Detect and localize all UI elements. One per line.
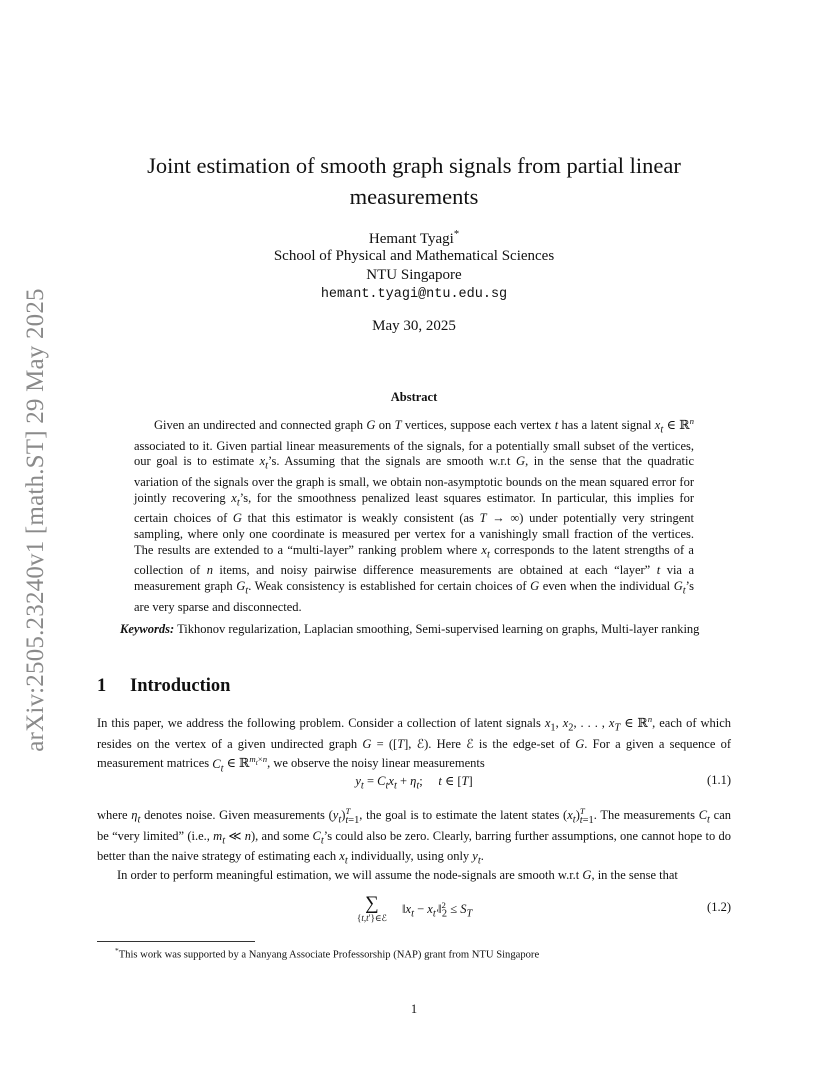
equation-1-2-number: (1.2) xyxy=(707,900,731,914)
equation-1-1-body: $y_t = C_tx_t + \eta_t$; t ∈ [T] xyxy=(355,774,473,792)
footnote-text: This work was supported by a Nanyang Associate Professorship (NAP) grant from NTU Singapore xyxy=(118,949,540,961)
equation-1-1 xyxy=(97,773,731,792)
author-footnote-mark: * xyxy=(453,229,460,240)
author-name: Hemant Tyagi xyxy=(368,231,454,247)
affiliation: School of Physical and Mathematical Sciences xyxy=(273,248,555,264)
section-title: Introduction xyxy=(130,676,231,696)
page-number: 1 xyxy=(410,1002,418,1016)
section-heading-introduction xyxy=(97,676,230,697)
equation-1-2-sum: ∑ {t,t′}∈ℰ xyxy=(356,893,387,923)
arxiv-sidebar-identifier xyxy=(8,240,64,800)
section-number: 1 xyxy=(97,676,107,696)
equation-1-1-number: (1.1) xyxy=(707,773,731,787)
footnote-mark: * xyxy=(115,946,119,955)
intro-paragraph-3: In order to perform meaningful estimation, we will assume the node-signals are smooth w.r.t G, in the sense that xyxy=(117,868,678,882)
arxiv-id-text: arXiv:2505.23240v1 [math.ST] 29 May 2025 xyxy=(22,288,49,752)
footnote xyxy=(115,946,539,961)
keywords-label: Keywords: xyxy=(120,622,175,636)
intro-paragraph-2: where $\eta_t$ denotes noise. Given measurements $(y_t)^T_{t=1}$, the goal is to estimate the latent states $(x_t)^T_{t=1}$. The measurements $C_t$ can be “very limited” (i.e., $m_t$ ≪ n), and some $C_t’s$ could also be zero. Clearly, barring further assumptions, one cannot hope to do better than the naive strategy of estimating each $x_t$ individually, using only $y_t$. xyxy=(97,806,731,867)
abstract-body: Given an undirected and connected graph G on T vertices, suppose each vertex t has a latent signal $x_t$ ∈ ℝ$^n$ associated to it. Given partial linear measurements of the signals, for a potentially small subset of the vertices, our goal is to estimate $x_t’s$. Assuming that the signals are smooth w.r.t G, in the sense that the quadratic variation of the signals over the graph is small, we obtain non-asymptotic bounds on the mean squared error for jointly recovering $x_t’s$, for the smoothness penalized least squares estimator. In particular, this implies for certain choices of G that this estimator is weakly consistent (as T → ∞) under potentially very stringent sampling, where only one coordinate is measured per vertex for a vanishingly small fraction of the vertices. The results are extended to a “multi-layer” ranking problem where $x_t$ corresponds to the latent strengths of a collection of n items, and noisy pairwise difference measurements are obtained at each “layer” t via a measurement graph $G_t$. Weak consistency is established for certain choices of G even when the individual $G_t’s$ are very sparse and disconnected. xyxy=(134,416,694,614)
author-line xyxy=(100,229,728,248)
abstract-heading: Abstract xyxy=(390,390,438,404)
keywords-paragraph xyxy=(97,621,731,637)
keywords-text: Tikhonov regularization, Laplacian smoothing, Semi-supervised learning on graphs, Multi-layer ranking xyxy=(177,622,700,636)
institution: NTU Singapore xyxy=(366,267,462,283)
author-email: hemant.tyagi@ntu.edu.sg xyxy=(320,287,508,302)
equation-1-2-body: $‖x_t$ − $x_{t'}‖^2_2 \le S_T$ xyxy=(402,900,473,920)
intro-paragraph-1: In this paper, we address the following problem. Consider a collection of latent signals $x_1$, $x_2$, . . . , $x_T$ ∈ ℝ$^n$, each of which resides on the vertex of a given undirected graph G = ([T], ℰ). Here ℰ is the edge-set of G. For a given a sequence of measurement matrices $C_t$ ∈ ℝ$^{m_t\times n}$, we observe the noisy linear measurements xyxy=(97,714,732,775)
paper-date: May 30, 2025 xyxy=(372,318,456,334)
footnote-rule xyxy=(97,941,255,942)
paper-title: Joint estimation of smooth graph signals from partial linear measurements xyxy=(147,153,681,209)
